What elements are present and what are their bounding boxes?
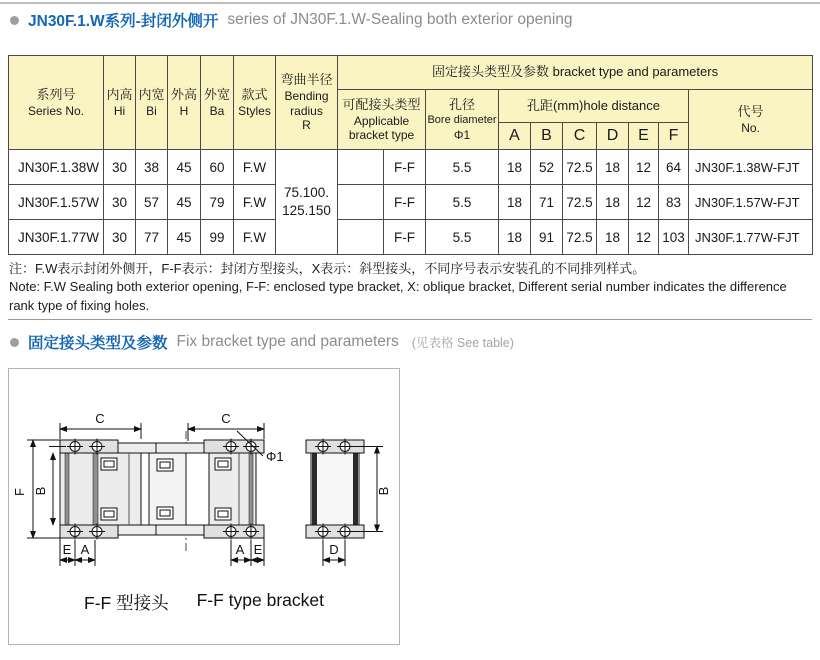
section-divider	[8, 319, 812, 320]
cell-empty	[338, 220, 384, 255]
dim-label-e-right: E	[253, 542, 263, 557]
spec-table-wrapper	[8, 55, 813, 255]
ff-bracket-drawing	[9, 369, 399, 574]
group-hole-label: 孔距(mm)hole distance	[527, 97, 660, 113]
col-header-styles	[234, 56, 276, 150]
col-h-en: H	[179, 103, 189, 118]
cell-c: 72.5	[563, 150, 597, 185]
footnote-en: Note: F.W Sealing both exterior opening, F-F: enclosed type bracket, X: oblique bracket, Different serial number indicates the difference rank type of fixing holes.	[9, 279, 787, 313]
spec-table	[8, 55, 813, 255]
cell-c: 72.5	[563, 220, 597, 255]
dim-label-c-right: C	[221, 411, 231, 426]
col-no-zh: 代号	[737, 103, 764, 119]
col-header-c: C	[563, 123, 597, 150]
cell-h: 45	[168, 185, 201, 220]
col-ba-zh: 外宽	[203, 86, 230, 102]
cell-bracket: F-F	[384, 185, 426, 220]
footnote	[9, 260, 813, 315]
dim-ae-right	[231, 538, 264, 566]
cell-b: 52	[531, 150, 563, 185]
cell-no: JN30F.1.77W-FJT	[689, 220, 813, 255]
cell-ba: 99	[201, 220, 234, 255]
col-bi-zh: 内宽	[138, 86, 165, 102]
dim-label-c-left: C	[95, 411, 105, 426]
cell-bending-radius-merged	[276, 150, 338, 255]
dim-label-a-right: A	[235, 542, 245, 557]
dim-d	[323, 540, 345, 566]
col-bending-en: Bending radius	[284, 89, 329, 118]
cell-hi: 30	[104, 185, 136, 220]
dim-label-a-left: A	[80, 542, 90, 557]
cell-bore: 5.5	[426, 185, 499, 220]
cell-f: 64	[659, 150, 689, 185]
group-header-bracket-params	[338, 56, 813, 90]
col-no-en: No.	[741, 120, 760, 135]
cell-d: 18	[597, 220, 629, 255]
bullet-icon	[10, 16, 19, 25]
section-title-1	[10, 9, 573, 31]
col-header-ba	[201, 56, 234, 150]
cell-no: JN30F.1.57W-FJT	[689, 185, 813, 220]
cell-empty	[338, 185, 384, 220]
left-bracket-view	[49, 439, 141, 540]
top-divider	[0, 2, 820, 4]
caption-en: F-F type bracket	[196, 590, 324, 610]
cell-styles: F.W	[234, 185, 276, 220]
col-bore-en: Bore diameter	[427, 113, 497, 126]
col-series-en: Series No.	[27, 103, 85, 118]
col-header-bore-diameter	[426, 90, 499, 150]
cell-c: 72.5	[563, 185, 597, 220]
section1-title-en: series of JN30F.1.W-Sealing both exterior opening	[227, 11, 573, 28]
col-series-zh: 系列号	[36, 86, 76, 102]
cell-hi: 30	[104, 220, 136, 255]
cell-bracket: F-F	[384, 150, 426, 185]
cell-bi: 57	[136, 185, 168, 220]
bracket-diagram-panel	[8, 368, 400, 645]
cell-bracket: F-F	[384, 220, 426, 255]
cell-f: 83	[659, 185, 689, 220]
cell-d: 18	[597, 185, 629, 220]
col-header-bending-radius	[276, 56, 338, 150]
col-hi-en: Hi	[113, 103, 126, 118]
col-bending-r: R	[302, 118, 311, 133]
cell-bore: 5.5	[426, 150, 499, 185]
cell-b: 71	[531, 185, 563, 220]
col-hi-zh: 内高	[106, 86, 133, 102]
col-bore-zh: 孔径	[448, 96, 475, 112]
cell-b: 91	[531, 220, 563, 255]
cell-bi: 38	[136, 150, 168, 185]
col-header-f: F	[659, 123, 689, 150]
col-h-zh: 外高	[170, 86, 197, 102]
col-applicable-en: Applicable bracket type	[348, 113, 415, 142]
table-row	[9, 150, 813, 185]
cell-bi: 77	[136, 220, 168, 255]
col-header-bi	[136, 56, 168, 150]
col-bi-en: Bi	[146, 103, 157, 118]
col-bore-symbol: Φ1	[453, 127, 471, 142]
cell-styles: F.W	[234, 220, 276, 255]
col-header-series	[9, 56, 104, 150]
col-applicable-zh: 可配接头类型	[342, 96, 421, 112]
dim-label-f: F	[12, 488, 27, 496]
cell-e: 12	[629, 150, 659, 185]
cell-f: 103	[659, 220, 689, 255]
group-bracket-label: 固定接头类型及参数 bracket type and parameters	[431, 64, 719, 80]
col-header-hi	[104, 56, 136, 150]
col-styles-zh: 款式	[241, 86, 268, 102]
col-header-b: B	[531, 123, 563, 150]
cell-styles: F.W	[234, 150, 276, 185]
cell-a: 18	[499, 185, 531, 220]
col-header-d: D	[597, 123, 629, 150]
col-header-h	[168, 56, 201, 150]
section1-title-zh: JN30F.1.W系列-封闭外侧开	[28, 13, 219, 30]
col-bending-zh: 弯曲半径	[280, 72, 333, 88]
cell-e: 12	[629, 185, 659, 220]
right-bracket-view	[204, 439, 264, 540]
col-styles-en: Styles	[238, 103, 271, 118]
bending-line2: 125.150	[282, 203, 331, 218]
dim-label-b-right: B	[376, 486, 391, 496]
dim-label-phi1: Φ1	[266, 449, 284, 464]
bending-line1: 75.100.	[283, 185, 330, 201]
cell-e: 12	[629, 220, 659, 255]
cell-bore: 5.5	[426, 220, 499, 255]
section2-title-en: Fix bracket type and parameters	[176, 333, 399, 350]
dim-b-left	[33, 453, 53, 525]
cell-empty	[338, 150, 384, 185]
cell-h: 45	[168, 220, 201, 255]
cell-series: JN30F.1.57W	[9, 185, 104, 220]
cell-a: 18	[499, 150, 531, 185]
dim-label-d: D	[329, 542, 339, 557]
cell-no: JN30F.1.38W-FJT	[689, 150, 813, 185]
footnote-zh: 注：F.W表示封闭外侧开，F-F表示：封闭方型接头，X表示：斜型接头，不同序号表示安装孔的不同排列样式。	[9, 261, 646, 276]
dim-ea-left	[60, 538, 95, 566]
col-header-e: E	[629, 123, 659, 150]
dim-label-b-left: B	[33, 486, 48, 496]
cell-series: JN30F.1.38W	[9, 150, 104, 185]
dim-label-e-left: E	[62, 542, 72, 557]
dim-c-left	[60, 411, 141, 439]
cell-ba: 60	[201, 150, 234, 185]
cell-d: 18	[597, 150, 629, 185]
group-header-hole-distance	[499, 90, 689, 123]
cell-series: JN30F.1.77W	[9, 220, 104, 255]
col-header-a: A	[499, 123, 531, 150]
table-row	[9, 220, 813, 255]
section-title-2	[10, 331, 514, 353]
side-view	[306, 439, 364, 540]
section2-title-zh: 固定接头类型及参数	[28, 335, 168, 352]
col-ba-en: Ba	[209, 103, 225, 118]
caption-zh: F-F 型接头	[84, 593, 169, 613]
diagram-caption	[9, 590, 399, 615]
section2-aside: (见表格 See table)	[411, 336, 514, 350]
cell-a: 18	[499, 220, 531, 255]
col-header-no	[689, 90, 813, 150]
col-header-applicable-bracket	[338, 90, 426, 150]
dim-c-right	[188, 411, 264, 441]
bullet-icon	[10, 338, 19, 347]
cell-h: 45	[168, 150, 201, 185]
cell-ba: 79	[201, 185, 234, 220]
table-row	[9, 185, 813, 220]
cell-hi: 30	[104, 150, 136, 185]
